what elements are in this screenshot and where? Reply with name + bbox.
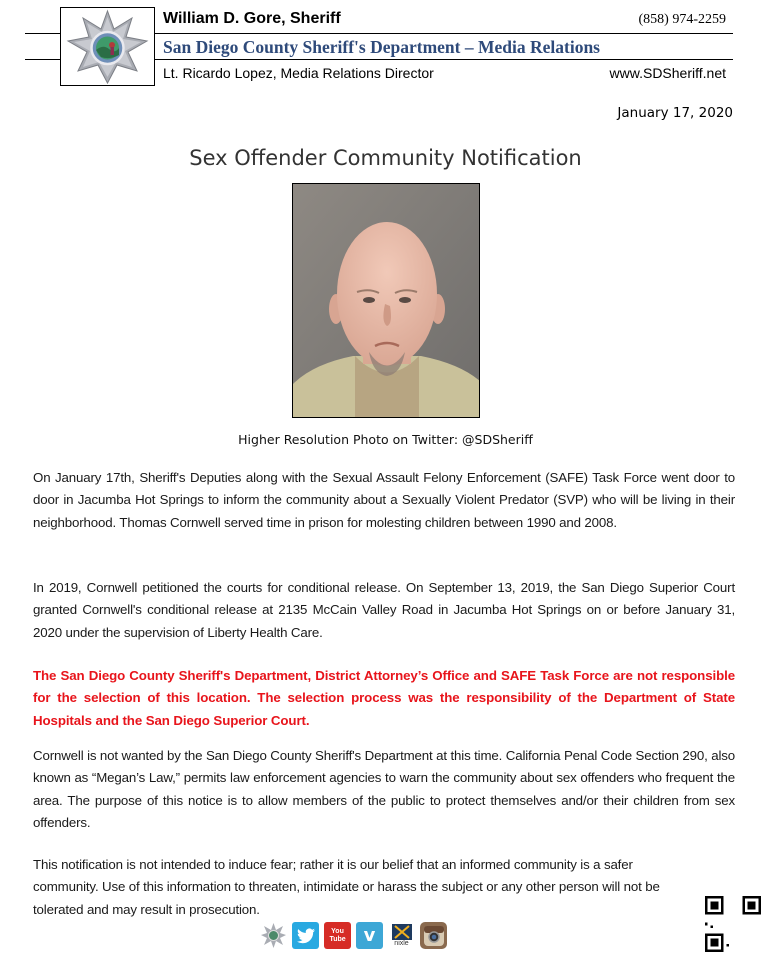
youtube-label: You Tube [329, 927, 346, 943]
vimeo-label: v [363, 925, 376, 946]
sheriff-badge-social-icon[interactable] [260, 922, 287, 949]
paragraph-notification: On January 17th, Sheriff's Deputies along with the Sexual Assault Felony Enforcement (SAFE) Task Force went door to door in Jacumba Hot Springs to inform the community about a Sexually Violent Predator (SVP) who will be living in their neighborhood. Thomas Cornwell served time in prison for molesting children between 1990 and 2008. [33, 470, 735, 530]
department-name: San Diego County Sheriff's Department – Media Relations [163, 37, 600, 57]
social-links [260, 922, 447, 949]
photo-caption: Higher Resolution Photo on Twitter: @SDSheriff [238, 432, 533, 447]
instagram-icon[interactable] [420, 922, 447, 949]
phone-number: (858) 974-2259 [638, 12, 726, 27]
youtube-icon[interactable] [324, 922, 351, 949]
header-rule-left-top [25, 33, 61, 34]
paragraph-megans-law: Cornwell is not wanted by the San Diego County Sheriff's Department at this time. California Penal Code Section 290, also known as “Megan’s Law,” permits law enforcement agencies to warn the community about sex offenders who frequent the area. The purpose of this notice is to allow members of the public to protect themselves and/or their children from sex offenders. [33, 748, 735, 831]
sheriff-star-badge-icon [65, 9, 150, 85]
media-director: Lt. Ricardo Lopez, Media Relations Director [163, 65, 434, 81]
qr-code[interactable] [705, 896, 761, 952]
paragraph-warning: This notification is not intended to induce fear; rather it is our belief that an informed community is a safer community. Use of this information to threaten, intimidate or harass the subject or any other person will not be tolerated and may result in prosecution. [33, 857, 660, 917]
sheriff-logo [60, 7, 155, 86]
twitter-icon[interactable] [292, 922, 319, 949]
paragraph-disclaimer: The San Diego County Sheriff's Department, District Attorney’s Office and SAFE Task Force are not responsible for the selection of this location. The selection process was the responsibility of the Department of State Hospitals and the San Diego Superior Court. [33, 668, 735, 728]
header-rule-top [155, 33, 733, 34]
nixle-icon[interactable] [388, 922, 415, 949]
paragraph-release: In 2019, Cornwell petitioned the courts for conditional release. On September 13, 2019, the San Diego Superior Court granted Cornwell's conditional release at 2135 McCain Valley Road in Jacumba Hot Springs on or before January 31, 2020 under the supervision of Liberty Health Care. [33, 580, 735, 640]
page-title: Sex Offender Community Notification [189, 146, 582, 170]
header-rule-bottom [155, 59, 733, 60]
header-rule-left-bottom [25, 59, 61, 60]
website-link[interactable]: www.SDSheriff.net [609, 65, 726, 81]
release-date: January 17, 2020 [617, 105, 733, 121]
nixle-label: nixle [394, 939, 409, 947]
offender-photo [292, 183, 480, 418]
sheriff-name: William D. Gore, Sheriff [163, 10, 341, 27]
vimeo-icon[interactable] [356, 922, 383, 949]
